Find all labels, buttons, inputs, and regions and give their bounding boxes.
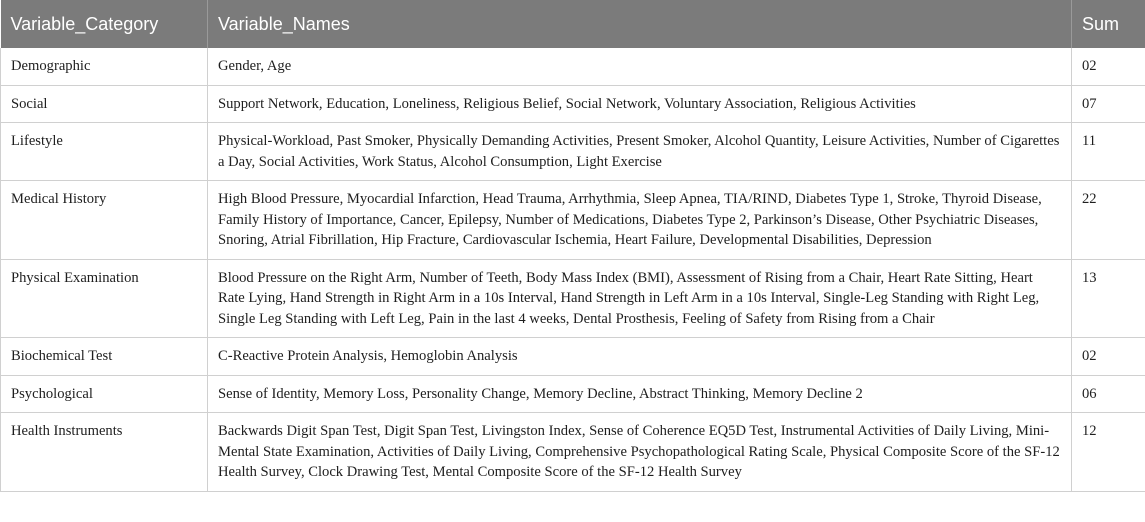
row-variable-names: Physical-Workload, Past Smoker, Physically Demanding Activities, Present Smoker, Alcohol Quantity, Leisure Activities, Number of Cigarettes a Day, Social Activities, Work Status, Alcohol Consumption, Light Exercise [208, 123, 1072, 181]
row-category: Health Instruments [1, 413, 208, 492]
row-variable-names: C-Reactive Protein Analysis, Hemoglobin Analysis [208, 338, 1072, 376]
row-category: Lifestyle [1, 123, 208, 181]
table-row [1, 413, 1145, 492]
table-row [1, 85, 1145, 123]
row-category: Biochemical Test [1, 338, 208, 376]
row-sum: 02 [1072, 338, 1145, 376]
row-sum: 02 [1072, 48, 1145, 85]
table-header [1, 0, 1145, 48]
row-variable-names: Sense of Identity, Memory Loss, Personality Change, Memory Decline, Abstract Thinking, Memory Decline 2 [208, 375, 1072, 413]
row-category: Medical History [1, 181, 208, 260]
table-row [1, 48, 1145, 85]
row-variable-names: Backwards Digit Span Test, Digit Span Test, Livingston Index, Sense of Coherence EQ5D Test, Instrumental Activities of Daily Living, Mini-Mental State Examination, Activities of Daily Living, Comprehensive Psychopathological Rating Scale, Physical Composite Score of the SF-12 Health Survey, Clock Drawing Test, Mental Composite Score of the SF-12 Health Survey [208, 413, 1072, 492]
header-row [1, 0, 1145, 48]
row-variable-names: High Blood Pressure, Myocardial Infarction, Head Trauma, Arrhythmia, Sleep Apnea, TIA/RIND, Diabetes Type 1, Stroke, Thyroid Disease, Family History of Importance, Cancer, Epilepsy, Number of Medications, Diabetes Type 2, Parkinson’s Disease, Other Psychiatric Diseases, Snoring, Atrial Fibrillation, Hip Fracture, Cardiovascular Ischemia, Heart Failure, Developmental Disabilities, Depression [208, 181, 1072, 260]
header-sum: Sum [1072, 0, 1145, 48]
row-category: Demographic [1, 48, 208, 85]
row-sum: 22 [1072, 181, 1145, 260]
row-sum: 11 [1072, 123, 1145, 181]
row-category: Social [1, 85, 208, 123]
row-sum: 06 [1072, 375, 1145, 413]
row-sum: 07 [1072, 85, 1145, 123]
row-variable-names: Blood Pressure on the Right Arm, Number of Teeth, Body Mass Index (BMI), Assessment of Rising from a Chair, Heart Rate Sitting, Heart Rate Lying, Hand Strength in Right Arm in a 10s Interval, Hand Strength in Left Arm in a 10s Interval, Single-Leg Standing with Right Leg, Single Leg Standing with Left Leg, Pain in the last 4 weeks, Dental Prosthesis, Feeling of Safety from Rising from a Chair [208, 259, 1072, 338]
table-row [1, 181, 1145, 260]
row-sum: 12 [1072, 413, 1145, 492]
row-variable-names: Gender, Age [208, 48, 1072, 85]
row-variable-names: Support Network, Education, Loneliness, Religious Belief, Social Network, Voluntary Association, Religious Activities [208, 85, 1072, 123]
table-row [1, 123, 1145, 181]
row-sum: 13 [1072, 259, 1145, 338]
table-row [1, 259, 1145, 338]
row-category: Physical Examination [1, 259, 208, 338]
header-variable-names: Variable_Names [208, 0, 1072, 48]
table-row [1, 338, 1145, 376]
row-category: Psychological [1, 375, 208, 413]
table-body [1, 48, 1145, 491]
header-variable-category: Variable_Category [1, 0, 208, 48]
table-row [1, 375, 1145, 413]
